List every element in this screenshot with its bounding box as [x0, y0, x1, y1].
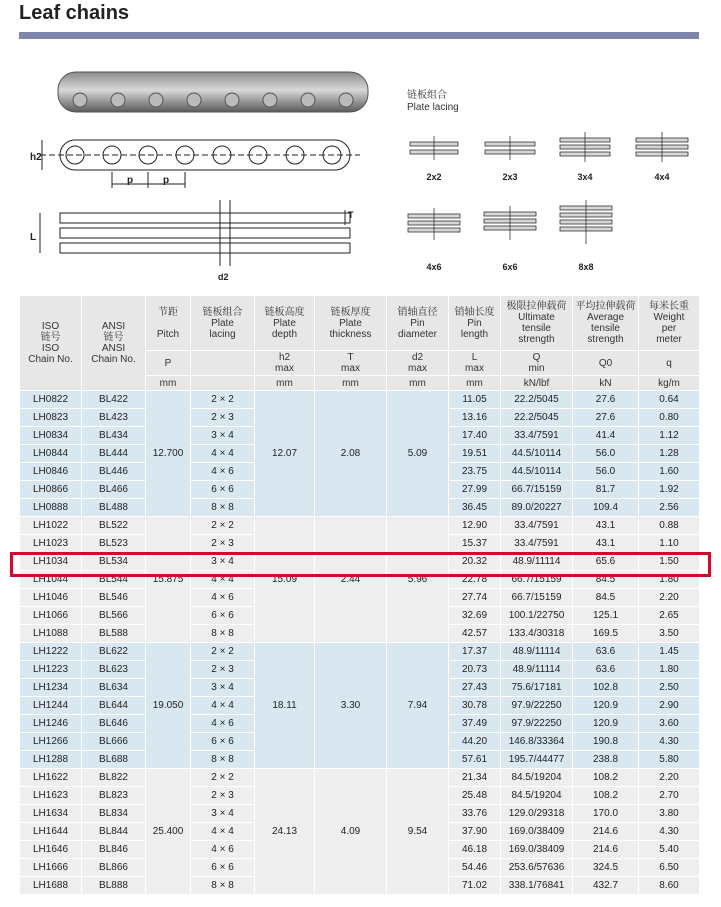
sym-depth: h2 max	[255, 351, 315, 376]
cell-thickness: 3.30	[315, 643, 387, 769]
lacing-label-8x8: 8x8	[578, 262, 594, 272]
cell-iso: LH1646	[20, 841, 82, 859]
cell-ansi: BL622	[82, 643, 146, 661]
cell-thickness: 2.08	[315, 391, 387, 517]
cell-ultimate: 48.9/11114	[501, 553, 573, 571]
cell-iso: LH1234	[20, 679, 82, 697]
page-title: Leaf chains	[19, 2, 130, 24]
label-h2: h2	[30, 152, 42, 163]
cell-lacing: 3 × 4	[191, 805, 255, 823]
cell-ansi: BL423	[82, 409, 146, 427]
cell-iso: LH0823	[20, 409, 82, 427]
sym-weight: q	[639, 351, 700, 376]
cell-average: 102.8	[573, 679, 639, 697]
table-row	[20, 391, 700, 409]
cell-depth: 24.13	[255, 769, 315, 895]
sym-pin-length: L max	[449, 351, 501, 376]
cell-weight: 0.88	[639, 517, 700, 535]
cell-iso: LH0888	[20, 499, 82, 517]
cell-average: 108.2	[573, 787, 639, 805]
lacing-label-3x4: 3x4	[577, 172, 593, 182]
cell-iso: LH1688	[20, 877, 82, 895]
cell-ultimate: 33.4/7591	[501, 427, 573, 445]
cell-pin-length: 25.48	[449, 787, 501, 805]
cell-pin-diameter: 7.94	[387, 643, 449, 769]
lacing-icons	[408, 132, 688, 244]
cell-ansi: BL523	[82, 535, 146, 553]
cell-weight: 2.65	[639, 607, 700, 625]
header-pin-diameter: 销轴直径 Pin diameter	[387, 296, 449, 351]
cell-weight: 2.20	[639, 589, 700, 607]
cell-pitch: 15.875	[146, 517, 191, 643]
cell-iso: LH1644	[20, 823, 82, 841]
cell-ansi: BL866	[82, 859, 146, 877]
table-header	[20, 296, 700, 391]
cell-ansi: BL666	[82, 733, 146, 751]
table-row	[20, 517, 700, 535]
cell-weight: 3.80	[639, 805, 700, 823]
cell-lacing: 2 × 2	[191, 391, 255, 409]
cell-lacing: 8 × 8	[191, 625, 255, 643]
cell-lacing: 8 × 8	[191, 877, 255, 895]
label-L: L	[30, 232, 37, 243]
label-p1: p	[127, 175, 134, 186]
cell-pin-length: 36.45	[449, 499, 501, 517]
cell-weight: 0.64	[639, 391, 700, 409]
cell-weight: 2.90	[639, 697, 700, 715]
cell-average: 238.8	[573, 751, 639, 769]
cell-iso: LH1222	[20, 643, 82, 661]
cell-average: 27.6	[573, 391, 639, 409]
cell-ansi: BL846	[82, 841, 146, 859]
cell-lacing: 2 × 3	[191, 787, 255, 805]
sym-ultimate: Q min	[501, 351, 573, 376]
unit-thickness: mm	[315, 376, 387, 391]
cell-average: 190.8	[573, 733, 639, 751]
cell-weight: 3.50	[639, 625, 700, 643]
table-row	[20, 643, 700, 661]
cell-iso: LH1623	[20, 787, 82, 805]
unit-pin-diameter: mm	[387, 376, 449, 391]
cell-ultimate: 33.4/7591	[501, 517, 573, 535]
cell-ultimate: 97.9/22250	[501, 715, 573, 733]
cell-pin-length: 46.18	[449, 841, 501, 859]
cell-ansi: BL844	[82, 823, 146, 841]
cell-average: 170.0	[573, 805, 639, 823]
cell-average: 120.9	[573, 697, 639, 715]
cell-iso: LH1034	[20, 553, 82, 571]
cell-ultimate: 33.4/7591	[501, 535, 573, 553]
lacing-label-4x6: 4x6	[426, 262, 442, 272]
cell-pin-length: 30.78	[449, 697, 501, 715]
cell-average: 120.9	[573, 715, 639, 733]
cell-pin-length: 13.16	[449, 409, 501, 427]
cell-ultimate: 66.7/15159	[501, 571, 573, 589]
cell-lacing: 6 × 6	[191, 859, 255, 877]
header-depth: 链板高度 Plate depth	[255, 296, 315, 351]
cell-ultimate: 44.5/10114	[501, 445, 573, 463]
unit-ultimate: kN/lbf	[501, 376, 573, 391]
cell-pin-diameter: 5.96	[387, 517, 449, 643]
cell-lacing: 4 × 6	[191, 715, 255, 733]
cell-iso: LH1246	[20, 715, 82, 733]
cell-pin-length: 27.43	[449, 679, 501, 697]
cell-average: 84.5	[573, 589, 639, 607]
cell-weight: 1.50	[639, 553, 700, 571]
cell-lacing: 4 × 6	[191, 463, 255, 481]
cell-lacing: 2 × 3	[191, 535, 255, 553]
cell-lacing: 3 × 4	[191, 553, 255, 571]
cell-weight: 3.60	[639, 715, 700, 733]
cell-weight: 1.45	[639, 643, 700, 661]
sym-thickness: T max	[315, 351, 387, 376]
cell-iso: LH1244	[20, 697, 82, 715]
cell-ansi: BL834	[82, 805, 146, 823]
cell-weight: 1.60	[639, 463, 700, 481]
cell-pin-length: 33.76	[449, 805, 501, 823]
cell-pin-length: 44.20	[449, 733, 501, 751]
cell-thickness: 2.44	[315, 517, 387, 643]
cell-ansi: BL488	[82, 499, 146, 517]
cell-weight: 4.30	[639, 823, 700, 841]
cell-ansi: BL522	[82, 517, 146, 535]
cell-pin-diameter: 5.09	[387, 391, 449, 517]
cell-average: 324.5	[573, 859, 639, 877]
cell-pin-length: 11.05	[449, 391, 501, 409]
cell-ansi: BL644	[82, 697, 146, 715]
cell-lacing: 4 × 4	[191, 571, 255, 589]
cell-weight: 1.10	[639, 535, 700, 553]
plate-lacing-title: 链板组合 Plate lacing	[407, 90, 459, 113]
cell-ansi: BL888	[82, 877, 146, 895]
label-p2: p	[163, 175, 170, 186]
cell-ultimate: 44.5/10114	[501, 463, 573, 481]
cell-lacing: 4 × 4	[191, 697, 255, 715]
cell-iso: LH1088	[20, 625, 82, 643]
sym-pitch: P	[146, 351, 191, 376]
cell-lacing: 6 × 6	[191, 481, 255, 499]
cell-pin-length: 20.73	[449, 661, 501, 679]
cell-iso: LH1066	[20, 607, 82, 625]
cell-pin-length: 37.49	[449, 715, 501, 733]
cell-pitch: 12.700	[146, 391, 191, 517]
lacing-label-2x3: 2x3	[502, 172, 518, 182]
cell-ultimate: 75.6/17181	[501, 679, 573, 697]
cell-average: 81.7	[573, 481, 639, 499]
cell-average: 41.4	[573, 427, 639, 445]
cell-ansi: BL422	[82, 391, 146, 409]
cell-pin-length: 42.57	[449, 625, 501, 643]
cell-ansi: BL466	[82, 481, 146, 499]
cell-lacing: 8 × 8	[191, 499, 255, 517]
cell-pitch: 19.050	[146, 643, 191, 769]
sym-lacing	[191, 351, 255, 376]
cell-average: 84.5	[573, 571, 639, 589]
cell-weight: 0.80	[639, 409, 700, 427]
cell-average: 214.6	[573, 823, 639, 841]
cell-depth: 12.07	[255, 391, 315, 517]
cell-lacing: 2 × 2	[191, 643, 255, 661]
cell-weight: 2.56	[639, 499, 700, 517]
cell-pin-length: 32.69	[449, 607, 501, 625]
cell-iso: LH0846	[20, 463, 82, 481]
chain-drawing	[0, 50, 721, 290]
cell-ultimate: 195.7/44477	[501, 751, 573, 769]
unit-average: kN	[573, 376, 639, 391]
sym-pin-diameter: d2 max	[387, 351, 449, 376]
cell-weight: 2.50	[639, 679, 700, 697]
cell-iso: LH1666	[20, 859, 82, 877]
cell-average: 65.6	[573, 553, 639, 571]
cell-pin-length: 17.37	[449, 643, 501, 661]
cell-lacing: 8 × 8	[191, 751, 255, 769]
cell-average: 56.0	[573, 445, 639, 463]
cell-average: 63.6	[573, 643, 639, 661]
cell-iso: LH0822	[20, 391, 82, 409]
cell-ultimate: 129.0/29318	[501, 805, 573, 823]
cell-weight: 1.28	[639, 445, 700, 463]
cell-average: 43.1	[573, 535, 639, 553]
cell-ultimate: 66.7/15159	[501, 589, 573, 607]
cell-pin-diameter: 9.54	[387, 769, 449, 895]
cell-lacing: 3 × 4	[191, 427, 255, 445]
cell-weight: 5.40	[639, 841, 700, 859]
cell-ultimate: 48.9/11114	[501, 661, 573, 679]
cell-ultimate: 66.7/15159	[501, 481, 573, 499]
cell-average: 56.0	[573, 463, 639, 481]
cell-ultimate: 89.0/20227	[501, 499, 573, 517]
cell-ansi: BL623	[82, 661, 146, 679]
cell-pin-length: 27.74	[449, 589, 501, 607]
cell-ansi: BL566	[82, 607, 146, 625]
cell-lacing: 2 × 3	[191, 409, 255, 427]
chain-photo	[58, 72, 368, 112]
cell-lacing: 3 × 4	[191, 679, 255, 697]
cell-weight: 1.80	[639, 661, 700, 679]
cell-average: 109.4	[573, 499, 639, 517]
cell-average: 432.7	[573, 877, 639, 895]
cell-ultimate: 100.1/22750	[501, 607, 573, 625]
header-average: 平均拉伸载荷 Average tensile strength	[573, 296, 639, 351]
cell-thickness: 4.09	[315, 769, 387, 895]
table-row	[20, 769, 700, 787]
unit-pitch: mm	[146, 376, 191, 391]
cell-pin-length: 54.46	[449, 859, 501, 877]
cell-ultimate: 22.2/5045	[501, 391, 573, 409]
leaf-chain-spec-table	[19, 295, 700, 895]
cell-pin-length: 37.90	[449, 823, 501, 841]
unit-pin-length: mm	[449, 376, 501, 391]
cell-lacing: 4 × 6	[191, 589, 255, 607]
cell-lacing: 2 × 2	[191, 769, 255, 787]
cell-ansi: BL546	[82, 589, 146, 607]
cell-iso: LH0866	[20, 481, 82, 499]
cell-lacing: 2 × 3	[191, 661, 255, 679]
cell-ansi: BL434	[82, 427, 146, 445]
cell-ansi: BL822	[82, 769, 146, 787]
cell-average: 214.6	[573, 841, 639, 859]
cell-weight: 1.12	[639, 427, 700, 445]
cell-iso: LH0834	[20, 427, 82, 445]
cell-weight: 1.92	[639, 481, 700, 499]
cell-average: 27.6	[573, 409, 639, 427]
cell-pin-length: 19.51	[449, 445, 501, 463]
cell-iso: LH1288	[20, 751, 82, 769]
cell-average: 43.1	[573, 517, 639, 535]
cell-iso: LH0844	[20, 445, 82, 463]
header-lacing: 链板组合 Plate lacing	[191, 296, 255, 351]
cell-ansi: BL823	[82, 787, 146, 805]
cell-ansi: BL634	[82, 679, 146, 697]
cell-pin-length: 22.78	[449, 571, 501, 589]
cell-ansi: BL646	[82, 715, 146, 733]
cell-lacing: 6 × 6	[191, 607, 255, 625]
cell-ultimate: 48.9/11114	[501, 643, 573, 661]
highlight-box	[10, 552, 711, 577]
cell-lacing: 2 × 2	[191, 517, 255, 535]
cell-iso: LH1044	[20, 571, 82, 589]
cell-lacing: 4 × 4	[191, 823, 255, 841]
lacing-label-4x4: 4x4	[654, 172, 670, 182]
cell-ansi: BL588	[82, 625, 146, 643]
label-d2: d2	[218, 272, 229, 282]
cell-ansi: BL534	[82, 553, 146, 571]
table-body	[20, 391, 700, 895]
cell-pin-length: 57.61	[449, 751, 501, 769]
cell-pin-length: 15.37	[449, 535, 501, 553]
cell-weight: 5.80	[639, 751, 700, 769]
cell-iso: LH1622	[20, 769, 82, 787]
cell-iso: LH1634	[20, 805, 82, 823]
cell-ultimate: 133.4/30318	[501, 625, 573, 643]
cell-pin-length: 27.99	[449, 481, 501, 499]
cell-iso: LH1022	[20, 517, 82, 535]
lacing-label-6x6: 6x6	[502, 262, 518, 272]
cell-iso: LH1266	[20, 733, 82, 751]
cell-iso: LH1223	[20, 661, 82, 679]
cell-depth: 18.11	[255, 643, 315, 769]
header-pitch: 节距 Pitch	[146, 296, 191, 351]
header-pin-length: 销轴长度 Pin length	[449, 296, 501, 351]
sym-average: Q0	[573, 351, 639, 376]
cell-weight: 6.50	[639, 859, 700, 877]
cell-average: 108.2	[573, 769, 639, 787]
cell-ultimate: 146.8/33364	[501, 733, 573, 751]
cell-pin-length: 71.02	[449, 877, 501, 895]
cell-pin-length: 12.90	[449, 517, 501, 535]
title-underline	[19, 32, 699, 39]
cell-pin-length: 23.75	[449, 463, 501, 481]
cell-average: 125.1	[573, 607, 639, 625]
header-ansi: ANSI 链号 ANSI Chain No.	[82, 296, 146, 391]
cell-ultimate: 169.0/38409	[501, 823, 573, 841]
cell-iso: LH1023	[20, 535, 82, 553]
chain-top-view	[40, 200, 350, 266]
cell-ultimate: 338.1/76841	[501, 877, 573, 895]
cell-weight: 4.30	[639, 733, 700, 751]
header-weight: 每米长重 Weight per meter	[639, 296, 700, 351]
cell-pin-length: 21.34	[449, 769, 501, 787]
cell-ansi: BL688	[82, 751, 146, 769]
chain-side-view	[40, 140, 360, 188]
cell-weight: 1.80	[639, 571, 700, 589]
cell-ultimate: 97.9/22250	[501, 697, 573, 715]
cell-lacing: 4 × 6	[191, 841, 255, 859]
cell-average: 169.5	[573, 625, 639, 643]
cell-lacing: 6 × 6	[191, 733, 255, 751]
unit-depth: mm	[255, 376, 315, 391]
cell-average: 63.6	[573, 661, 639, 679]
cell-weight: 8.60	[639, 877, 700, 895]
cell-ansi: BL544	[82, 571, 146, 589]
header-ultimate: 极限拉伸载荷 Ultimate tensile strength	[501, 296, 573, 351]
cell-pin-length: 17.40	[449, 427, 501, 445]
cell-lacing: 4 × 4	[191, 445, 255, 463]
unit-lacing	[191, 376, 255, 391]
cell-pitch: 25.400	[146, 769, 191, 895]
cell-ultimate: 253.6/57636	[501, 859, 573, 877]
cell-pin-length: 20.32	[449, 553, 501, 571]
lacing-label-2x2: 2x2	[426, 172, 442, 182]
header-thickness: 链板厚度 Plate thickness	[315, 296, 387, 351]
cell-ansi: BL446	[82, 463, 146, 481]
cell-weight: 2.20	[639, 769, 700, 787]
cell-ultimate: 84.5/19204	[501, 787, 573, 805]
cell-iso: LH1046	[20, 589, 82, 607]
cell-depth: 15.09	[255, 517, 315, 643]
header-iso: ISO 链号 ISO Chain No.	[20, 296, 82, 391]
label-T: T	[348, 210, 354, 220]
cell-ultimate: 22.2/5045	[501, 409, 573, 427]
cell-weight: 2.70	[639, 787, 700, 805]
cell-ansi: BL444	[82, 445, 146, 463]
cell-ultimate: 84.5/19204	[501, 769, 573, 787]
cell-ultimate: 169.0/38409	[501, 841, 573, 859]
unit-weight: kg/m	[639, 376, 700, 391]
